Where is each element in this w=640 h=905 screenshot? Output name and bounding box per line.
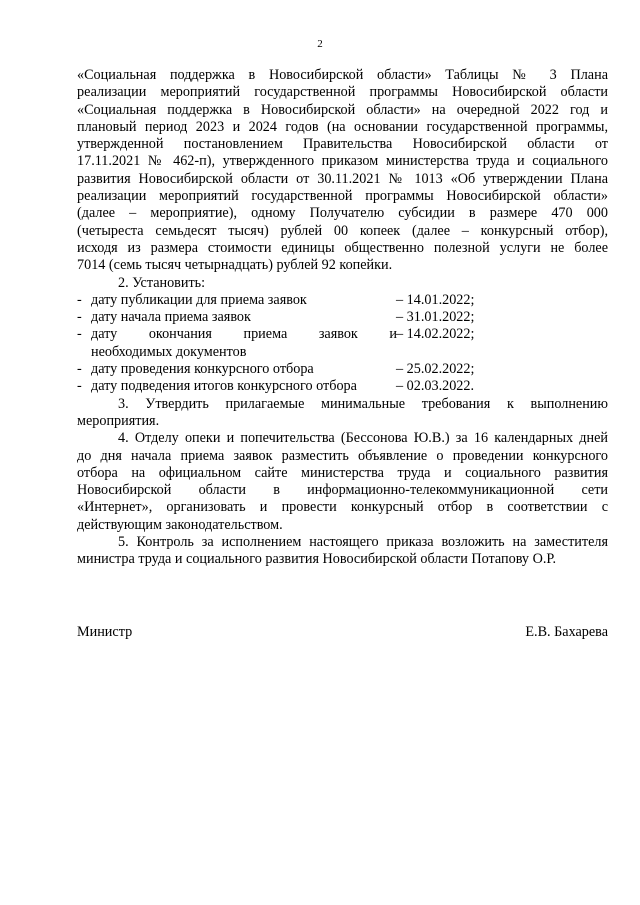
text-line: реализации мероприятий государственной программы Новосибирской области <box>77 84 608 101</box>
text-line: утвержденной постановлением Правительства Новосибирской области от <box>77 136 608 153</box>
dates-list <box>77 292 608 396</box>
text-line: 7014 (семь тысяч четырнадцать) рублей 92 копейки. <box>77 257 393 274</box>
date-item-end <box>77 326 608 361</box>
text-line: (четыреста семьдесят тысяч) рублей 00 копеек (далее – конкурсный отбор), <box>77 222 608 239</box>
text-line: развития Новосибирской области от 30.11.2021 № 1013 «Об утверждении Плана <box>77 170 608 187</box>
date-item-start <box>77 309 608 326</box>
text-line: «Интернет», организовать и провести конкурсный отбор в соответствии с <box>77 499 608 516</box>
text-line: «Социальная поддержка в Новосибирской области» Таблицы № 3 Плана <box>77 67 608 83</box>
item-3-paragraph <box>77 396 608 431</box>
text-line: реализации мероприятий государственной программы Новосибирской области» <box>77 188 608 205</box>
date-value: – 14.02.2022; <box>396 326 475 343</box>
list-dash: - <box>77 378 82 395</box>
date-value: – 25.02.2022; <box>396 361 475 378</box>
date-label: дату публикации для приема заявок <box>91 291 307 308</box>
list-dash: - <box>77 309 82 326</box>
document-body <box>77 67 608 569</box>
text-line: министра труда и социального развития Новосибирской области Потапову О.Р. <box>77 551 557 568</box>
text-line: отбора на официальном сайте министерства труда и социального развития <box>77 464 608 481</box>
date-item-selection <box>77 361 608 378</box>
text-line: 5. Контроль за исполнением настоящего приказа возложить на заместителя <box>118 534 608 551</box>
item-4-paragraph <box>77 430 608 534</box>
signatory-title: Министр <box>77 624 133 640</box>
signatory-name: Е.В. Бахарева <box>525 624 608 640</box>
list-dash: - <box>77 361 82 378</box>
text-line: «Социальная поддержка в Новосибирской области» на очередной 2022 год и <box>77 101 608 118</box>
intro-paragraph <box>77 67 608 275</box>
text-line: до дня начала приема заявок разместить объявление о проведении конкурсного <box>77 447 608 464</box>
date-label: дату окончания приема заявок и <box>91 326 397 343</box>
date-item-publication <box>77 292 608 309</box>
list-dash: - <box>77 291 82 308</box>
date-item-results <box>77 378 608 395</box>
date-label: дату проведения конкурсного отбора <box>91 361 314 378</box>
date-value: – 14.01.2022; <box>396 291 475 308</box>
text-line: 17.11.2021 № 462-п), утвержденного приказом министерства труда и социального <box>77 153 608 170</box>
item-5-paragraph <box>77 534 608 569</box>
date-label: дату подведения итогов конкурсного отбора <box>91 378 357 395</box>
date-label: дату начала приема заявок <box>91 309 251 326</box>
text-line: мероприятия. <box>77 412 160 429</box>
text-line: 4. Отделу опеки и попечительства (Бессонова Ю.В.) за 16 календарных дней <box>118 430 608 447</box>
text-line: исходя из размера стоимости единицы общественно полезной услуги не более <box>77 239 608 256</box>
text-line: 3. Утвердить прилагаемые минимальные требования к выполнению <box>118 395 608 412</box>
page-number: 2 <box>317 38 323 50</box>
date-value: – 02.03.2022. <box>396 378 475 395</box>
item-2-heading: 2. Установить: <box>118 274 206 291</box>
text-line: Новосибирской области в информационно-телекоммуникационной сети <box>77 482 608 499</box>
text-line: (далее – мероприятие), одному Получателю субсидии в размере 470 000 <box>77 205 608 222</box>
list-dash: - <box>77 326 82 343</box>
date-label-continued: необходимых документов <box>91 343 247 360</box>
text-line: действующим законодательством. <box>77 516 283 533</box>
text-line: плановый период 2023 и 2024 годов (на основании государственной программы, <box>77 118 608 135</box>
date-value: – 31.01.2022; <box>396 309 475 326</box>
